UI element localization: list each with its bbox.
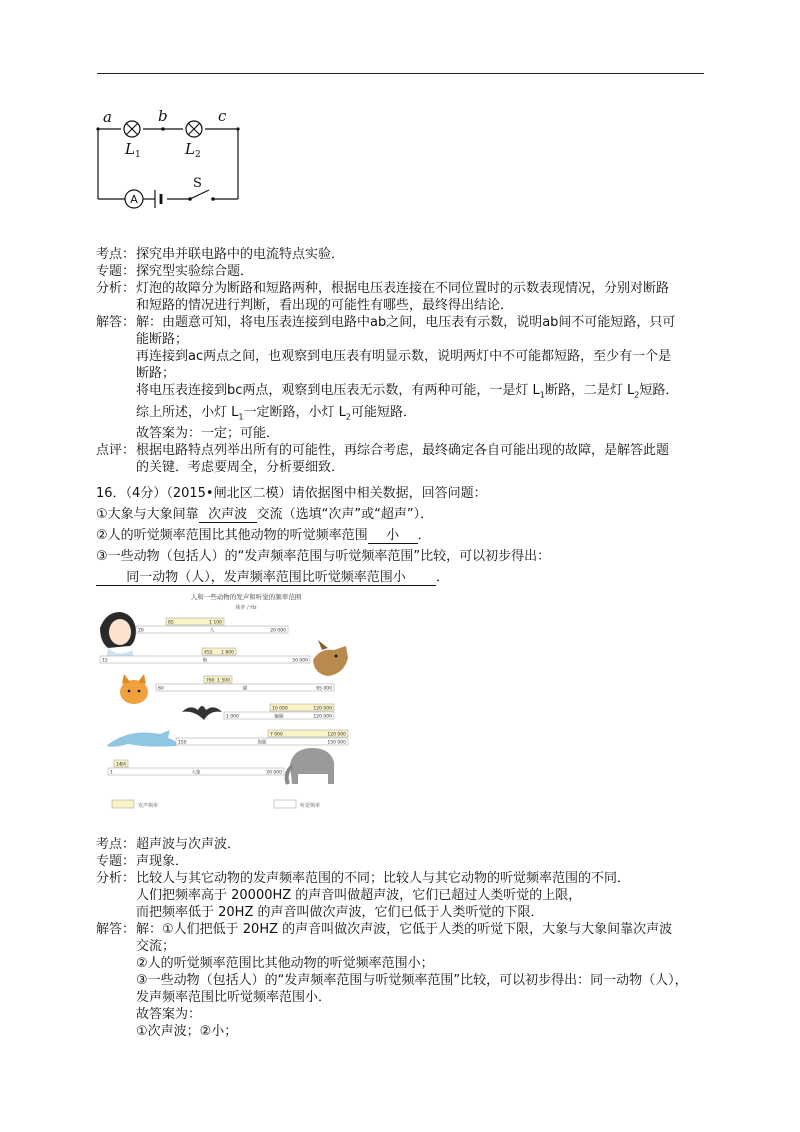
q15-analysis: 考点： 探究串并联电路中的电流特点实验． 专题： 探究型实验综合题． 分析： 灯泡的故障分为断路和短路两种，根据电压表连接在不同位置时的示数表现情况，分别对断路 和短路的情况进行判断，看出现的可能性有哪些，最终得出结论． 解答： 解：由题意可知，将电压表连接到电路中ab之间，电压表有示数，说明ab间不可能短路，只可 能断路； 再连接到ac两点之间，也观察到电压表有明显示数，说明两灯中不可能都短路，至少有一个是 断路； 将电压表连接到bc两点，观察到电压表无示数，有两种可能，一是灯 $L_1$断路，二是灯 $L_2$短路． 综上所述，小灯 $L_1$一定断路，小灯 $L_2$可能短路． 故答案为：一定；可能． 点评： 根据电路特点列举出所有的可能性，再综合考虑，最终确定各自可能出现的故障，是解答此题 的关键．考虑要周全，分析要细致． [96,247,679,476]
emit-hi-label: 1 500 [217,678,230,684]
svg-text:A: A [130,193,138,206]
battery-icon [155,190,161,208]
hear-hi-label: 65 000 [316,686,332,692]
human-icon [100,612,136,660]
emit-lo-label: 85 [168,620,174,626]
animal-name-label: 猫 [242,686,248,692]
dolphin-icon [106,730,177,747]
emit-lo-label: 10 000 [272,706,288,712]
ammeter-icon [125,190,143,208]
hear-lo-label: 150 [178,740,187,746]
svg-text:听觉频率: 听觉频率 [300,803,321,809]
emit-hi-label: 120 000 [313,706,332,712]
hear-hi-label: 50 000 [292,658,308,664]
svg-text:频率 / Hz: 频率 / Hz [235,605,257,611]
hear-lo-label: 60 [158,686,164,692]
legend-emit-swatch [112,800,134,808]
svg-text:a: a [103,108,112,126]
elephant-icon [287,748,334,784]
emit-lo-label: 14 [116,762,122,768]
hear-hi-label: 20 000 [266,770,282,776]
answer-blank-1: 次声波 [199,507,257,523]
animal-name-label: 蝙蝠 [274,714,284,720]
answer-blank-2: 小 [368,528,418,544]
hear-hi-label: 120 000 [313,714,332,720]
cat-icon [120,674,148,704]
hear-lo-label: 20 [138,628,144,634]
svg-text:人和一些动物的发声和听觉的频率范围: 人和一些动物的发声和听觉的频率范围 [190,593,302,601]
svg-text:b: b [158,107,168,125]
hear-lo-label: 15 [102,658,108,664]
emit-lo-label: 7 000 [270,732,283,738]
bat-icon [182,706,222,720]
svg-text:c: c [218,107,227,125]
animal-name-label: 人 [209,628,215,634]
animal-name-label: 狗 [202,658,208,664]
lamp-l2-label: $L_2$ [185,140,201,160]
hear-lo-label: 1 [110,770,113,776]
lamp-l2-icon [186,121,202,137]
q16-question: 16．（4分）（2015•闸北区二模）请依据图中相关数据，回答问题： ①大象与大象间靠 次声波 交流（选填“次声”或“超声”）． ②人的听觉频率范围比其他动物的听觉频率范围 小 ． ③一些动物（包括人）的“发声频率范围与听觉频率范围”比较，可以初步得出： 同一动物（人），发声频率范围比听觉频率范围小 ． [96,486,551,585]
circuit-diagram [95,104,245,216]
emit-lo-label: 760 [206,678,215,684]
hear-hi-label: 20 000 [270,628,286,634]
svg-text:发声频率: 发声频率 [138,803,159,809]
q16-analysis: 考点： 超声波与次声波． 专题： 声现象． 分析： 比较人与其它动物的发声频率范围的不同；比较人与其它动物的听觉频率范围的不同． 人们把频率高于 20000HZ 的声音叫做超声波，它们已超过人类听觉的上限， 而把频率低于 20HZ 的声音叫做次声波，它们已低于人类听觉的下限． 解答： 解：①人们把低于 20HZ 的声音叫做次声波，它低于人类的听觉下限，大象与大象间靠次声波 交流； ②人的听觉频率范围比其他动物的听觉频率范围小； ③一些动物（包括人）的“发声频率范围与听觉频率范围”比较，可以初步得出：同一动物（人）， 发声频率范围比听觉频率范围小． 故答案为： ①次声波；②小； [96,837,688,1039]
hear-hi-label: 150 000 [327,740,346,746]
answer-blank-3: 同一动物（人），发声频率范围比听觉频率范围小 [96,570,436,586]
animal-name-label: 大象 [191,770,201,776]
header-rule [97,73,704,74]
lamp-l1-icon [124,121,140,137]
emit-hi-label: 1 800 [221,650,234,656]
hear-lo-label: 1 000 [226,714,239,720]
emit-hi-label: 24 [120,762,126,768]
emit-hi-label: 1 100 [209,620,222,626]
emit-lo-label: 452 [204,650,213,656]
emit-hi-label: 120 000 [327,732,346,738]
svg-text:S: S [193,176,202,191]
animal-name-label: 海豚 [257,740,267,746]
legend-hear-swatch [274,800,296,808]
frequency-range-figure [98,588,360,818]
lamp-l1-label: $L_1$ [125,140,141,160]
dog-icon [313,640,348,676]
